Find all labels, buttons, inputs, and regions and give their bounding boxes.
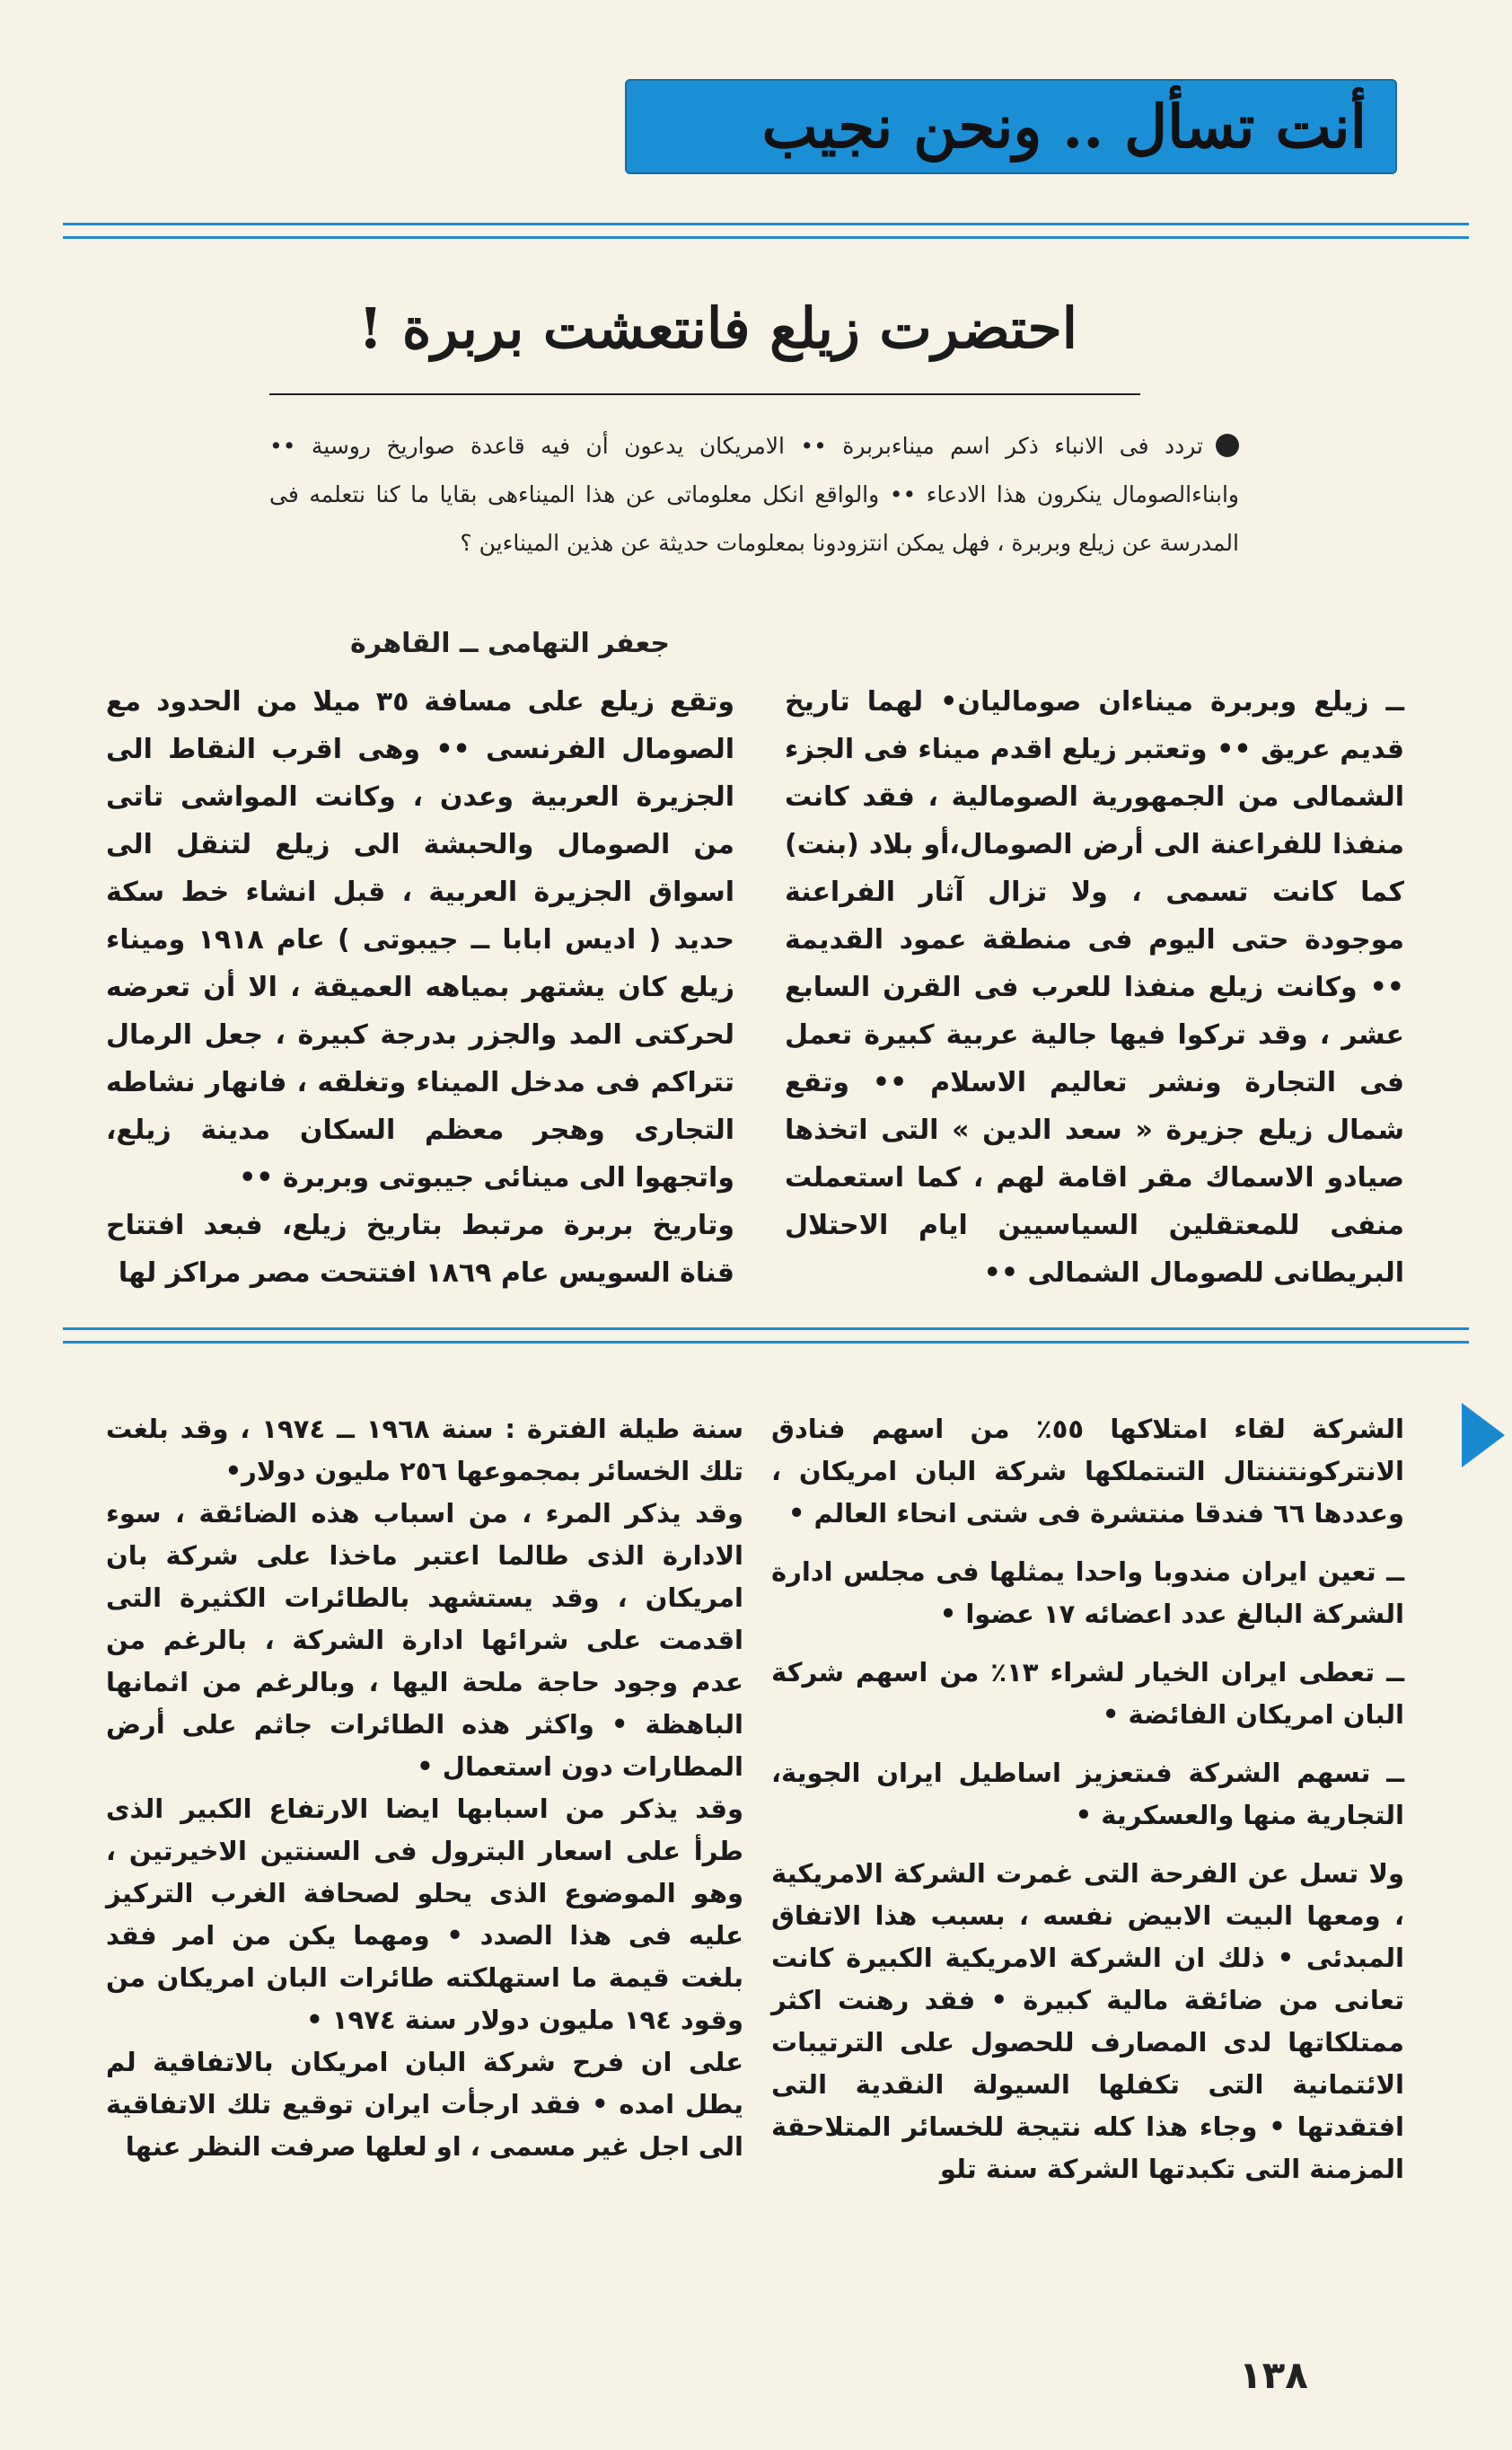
section-banner	[625, 79, 1397, 174]
continuation-column-right	[771, 1408, 1404, 2190]
bullet-icon	[1216, 434, 1239, 457]
answer-column-right	[785, 678, 1404, 1297]
section-title: أنت تسأل .. ونحن نجيب	[761, 92, 1367, 162]
page-number: ١٣٨	[1239, 2353, 1308, 2397]
reader-question	[269, 422, 1239, 568]
headline-underline	[269, 393, 1140, 395]
paragraph: سنة طيلة الفترة : سنة ١٩٦٨ ــ ١٩٧٤ ، وقد بلغت تلك الخسائر بمجموعها ٢٥٦ مليون دولار•	[106, 1414, 743, 1486]
question-text: تردد فى الانباء ذكر اسم ميناءبربرة •• الامريكان يدعون أن فيه قاعدة صواريخ روسية •• وابناءالصومال ينكرون هذا الادعاء •• والواقع انكل معلوماتى عن هذا الميناءهى بقايا ما كنا نتعلمه فى المدرسة عن زيلع وبربرة ، فهل يمكن انتزودونا بمعلومات حديثة عن هذين الميناءين ؟	[269, 433, 1239, 556]
paragraph: على ان فرح شركة البان امريكان بالاتفاقية لم يطل امده • فقد ارجأت ايران توقيع تلك الاتفاقية الى اجل غير مسمى ، او لعلها صرفت النظر عنها	[106, 2047, 743, 2162]
paragraph: ــ تعين ايران مندوبا واحدا يمثلها فى مجلس ادارة الشركة البالغ عدد اعضائه ١٧ عضوا •	[771, 1556, 1404, 1629]
paragraph: ــ تسهم الشركة فىتعزيز اساطيل ايران الجوية، التجارية منها والعسكرية •	[771, 1758, 1404, 1830]
answer-paragraph: ــ زيلع وبربرة ميناءان صوماليان• لهما تاريخ قديم عريق •• وتعتبر زيلع اقدم ميناء فى الجزء الشمالى من الجمهورية الصومالية ، فقد كانت منفذا للفراعنة الى أرض الصومال،أو بلاد (بنت) كما كانت تسمى ، ولا تزال آثار الفراعنة موجودة حتى اليوم فى منطقة عمود القديمة •• وكانت زيلع منفذا للعرب فى القرن السابع عشر ، وقد تركوا فيها جالية عربية كبيرة تعمل فى التجارة ونشر تعاليم الاسلام •• وتقع شمال زيلع جزيرة « سعد الدين » التى اتخذها صيادو الاسماك مقر اقامة لهم ، كما استعملت منفى للمعتقلين السياسيين ايام الاحتلال البريطانى للصومال الشمالى ••	[785, 686, 1404, 1289]
middle-divider	[63, 1327, 1469, 1344]
continuation-column-left	[106, 1408, 743, 2168]
paragraph: وقد يذكر المرء ، من اسباب هذه الضائقة ، سوء الادارة الذى طالما اعتبر ماخذا على شركة بان امريكان ، وقد يستشهد بالطائرات الكثيرة التى اقدمت على شرائها ادارة الشركة ، بالرغم من عدم وجود حاجة ملحة اليها ، وبالرغم من اثمانها الباهظة • واكثر هذه الطائرات جاثم على أرض المطارات دون استعمال •	[106, 1498, 743, 1782]
paragraph: وقد يذكر من اسبابها ايضا الارتفاع الكبير الذى طرأ على اسعار البترول فى السنتين الاخيرتين ، وهو الموضوع الذى يحلو لصحافة الغرب التركيز عليه فى هذا الصدد • ومهما يكن من امر فقد بلغت قيمة ما استهلكته طائرات البان امريكان من وقود ١٩٤ مليون دولار سنة ١٩٧٤ •	[106, 1793, 743, 2035]
paragraph: الشركة لقاء امتلاكها ٥٥٪ من اسهم فنادق الانتركونتننتال التىتملكها شركة البان امريكان ، وعددها ٦٦ فندقا منتشرة فى شتى انحاء العالم •	[771, 1414, 1404, 1529]
answer-column-left	[106, 678, 734, 1297]
answer-paragraph: وتقع زيلع على مسافة ٣٥ ميلا من الحدود مع الصومال الفرنسى •• وهى اقرب النقاط الى الجزيرة العربية وعدن ، وكانت المواشى تاتى من الصومال والحبشة الى زيلع لتنقل الى اسواق الجزيرة العربية ، قبل انشاء خط سكة حديد ( اديس ابابا ــ جيبوتى ) عام ١٩١٨ وميناء زيلع كان يشتهر بمياهه العميقة ، الا أن تعرضه لحركتى المد والجزر بدرجة كبيرة ، جعل الرمال تتراكم فى مدخل الميناء وتغلقه ، فانهار نشاطه التجارى وهجر معظم السكان مدينة زيلع، واتجهوا الى مينائى جيبوتى وبربرة ••	[106, 686, 734, 1194]
article-headline: احتضرت زيلع فانتعشت بربرة !	[358, 295, 1077, 361]
answer-paragraph: وتاريخ بربرة مرتبط بتاريخ زيلع، فبعد افتتاح قناة السويس عام ١٨٦٩ افتتحت مصر مراكز لها	[106, 1210, 734, 1289]
question-signature: جعفر التهامى ــ القاهرة	[350, 628, 671, 659]
triangle-marker-icon	[1462, 1403, 1505, 1467]
paragraph: ــ تعطى ايران الخيار لشراء ١٣٪ من اسهم شركة البان امريكان الفائضة •	[771, 1657, 1404, 1730]
paragraph: ولا تسل عن الفرحة التى غمرت الشركة الامريكية ، ومعها البيت الابيض نفسه ، بسبب هذا الاتفاق المبدئى • ذلك ان الشركة الامريكية الكبيرة كانت تعانى من ضائقة مالية كبيرة • فقد رهنت اكثر ممتلكاتها لدى المصارف للحصول على الترتيبات الائتمانية التى تكفلها السيولة النقدية التى افتقدتها • وجاء هذا كله نتيجة للخسائر المتلاحقة المزمنة التى تكبدتها الشركة سنة تلو	[771, 1858, 1404, 2184]
top-divider	[63, 223, 1469, 239]
